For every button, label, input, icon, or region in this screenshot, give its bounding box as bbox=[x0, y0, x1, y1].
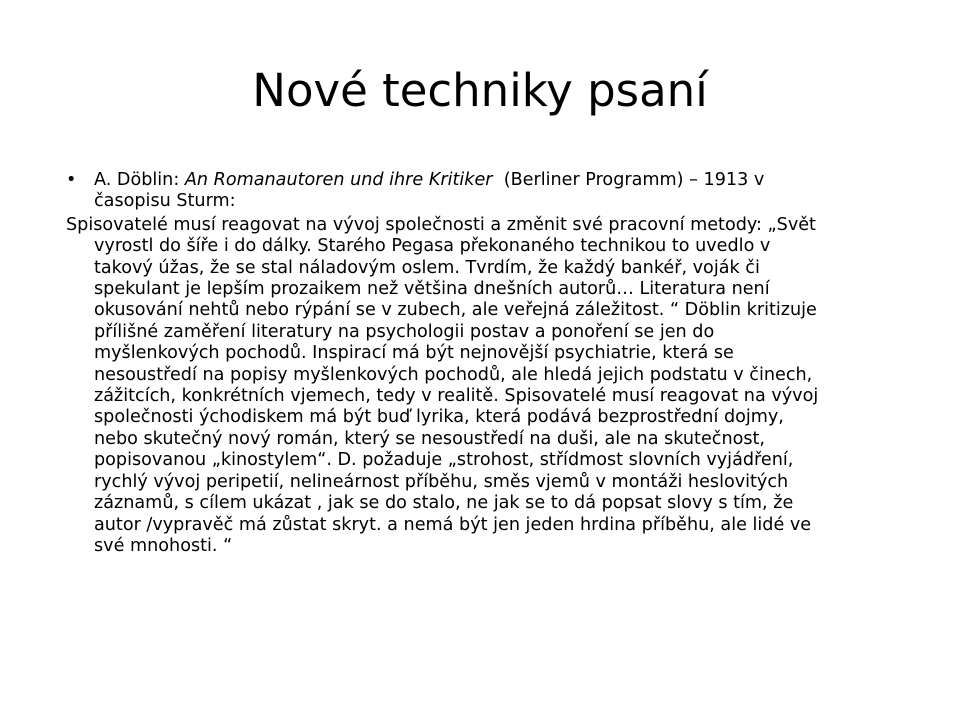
body-paragraph bbox=[66, 215, 906, 558]
paragraph-line: zážitcích, konkrétních vjemech, tedy v realitě. Spisovatelé musí reagovat na vývoj bbox=[94, 386, 819, 407]
bullet-dot-icon: • bbox=[66, 170, 77, 190]
paragraph-line: myšlenkových pochodů. Inspirací má být nejnovější psychiatrie, která se bbox=[94, 343, 734, 364]
paragraph-line: popisovanou „kinostylem“. D. požaduje „strohost, střídmost slovních vyjádření, bbox=[94, 450, 794, 471]
paragraph-line: záznamů, s cílem ukázat , jak se do stalo, ne jak se to dá popsat slovy s tím, že bbox=[94, 493, 794, 514]
paragraph-line: takový úžas, že se stal náladovým oslem. Tvrdím, že každý bankéř, voják či bbox=[94, 257, 760, 278]
paragraph-line: své mnohosti. “ bbox=[94, 535, 233, 556]
bullet-item bbox=[66, 170, 906, 213]
paragraph-line: autor /vypravěč má zůstat skryt. a nemá být jen jeden hrdina příběhu, ale lidé ve bbox=[94, 514, 812, 535]
paragraph-line: spekulant je lepším prozaikem než většina dnešních autorů… Literatura není bbox=[94, 279, 770, 300]
paragraph-line: vyrostl do šíře i do dálky. Starého Pegasa překonaného technikou to uvedlo v bbox=[94, 236, 771, 257]
paragraph-line: nesoustředí na popisy myšlenkových pochodů, ale hledá jejich podstatu v činech, bbox=[94, 364, 813, 385]
bullet-work-title: An Romanautoren und ihre Kritiker bbox=[184, 170, 493, 190]
slide-content bbox=[66, 170, 906, 557]
bullet-author: A. Döblin: bbox=[94, 170, 185, 190]
bullet-line-2: časopisu Sturm: bbox=[94, 191, 236, 212]
paragraph-line: společnosti ýchodiskem má být buď lyrika, která podává bezprostřední dojmy, bbox=[94, 407, 784, 428]
bullet-line-1-rest: (Berliner Programm) – 1913 v bbox=[492, 170, 765, 190]
paragraph-line: přílišné zaměření literatury na psychologii postav a ponoření se jen do bbox=[94, 321, 715, 342]
paragraph-line: rychlý vývoj peripetií, nelineárnost příběhu, směs vjemů v montáži heslovitých bbox=[94, 471, 789, 492]
slide-title: Nové techniky psaní bbox=[252, 64, 708, 117]
bullet-line-1 bbox=[94, 170, 906, 191]
paragraph-line: okusování nehtů nebo rýpání se v zubech, ale veřejná záležitost. “ Döblin kritizuje bbox=[94, 300, 817, 321]
paragraph-line: nebo skutečný nový román, který se nesoustředí na duši, ale na skutečnost, bbox=[94, 428, 766, 449]
paragraph-line: Spisovatelé musí reagovat na vývoj společnosti a změnit své pracovní metody: „Svět bbox=[66, 214, 816, 235]
